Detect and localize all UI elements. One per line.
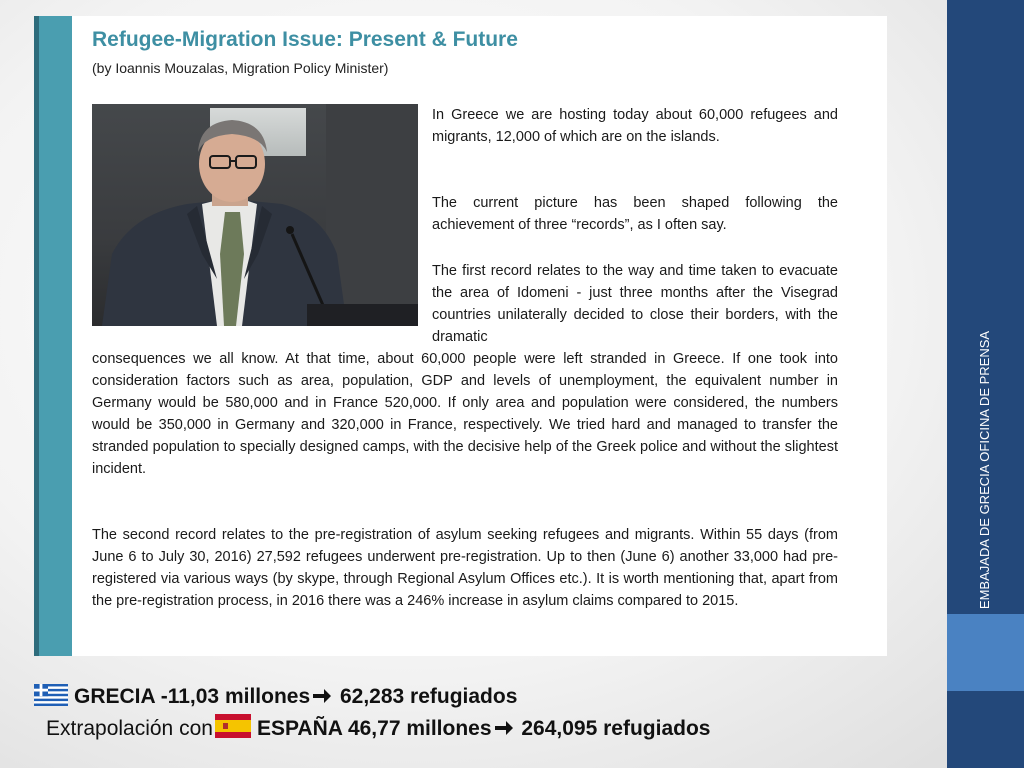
document-accent-bar bbox=[34, 16, 72, 656]
paragraph-first-record: The first record relates to the way and time taken to evacuate the area of Idomeni - just three months after the Visegrad countries unilaterally decided to close their borders, with the dramatic bbox=[432, 263, 838, 345]
document-subtitle: (by Ioannis Mouzalas, Migration Policy Minister) bbox=[92, 60, 389, 76]
sidebar-label: EMBAJADA DE GRECIA OFICINA DE PRENSA bbox=[977, 330, 992, 610]
document-image bbox=[34, 16, 887, 656]
paragraph-second-record: The second record relates to the pre-registration of asylum seeking refugees and migrants. Within 55 days (from June 6 to July 30, 2016) 27,592 refugees underwent pre-registration. Up to then (June 6) another 33,000 had pre-registered via various ways (by skype, through Regional Asylum Offices etc.). It is worth mentioning that, apart from the pre-registration process, in 2016 there was a 246% increase in asylum claims compared to 2015. bbox=[92, 527, 838, 609]
caption-spain-population: ESPAÑA 46,77 millones bbox=[256, 717, 492, 740]
caption-greece-population: GRECIA -11,03 millones bbox=[74, 685, 311, 708]
caption-spain-prefix: Extrapolación con bbox=[46, 717, 213, 740]
speaker-photo bbox=[92, 104, 418, 326]
caption-greece bbox=[34, 684, 517, 712]
paragraph-current-picture: The current picture has been shaped following the achievement of three “records”, as I often say. bbox=[432, 195, 838, 233]
paragraph-first-record-continued: consequences we all know. At that time, about 60,000 people were left stranded in Greece. If one took into consideration factors such as area, population, GDP and levels of unemployment, the equivalent number in Germany would be 580,000 and in France 520,000. If only area and population were considered, the numbers would be 350,000 in Germany and 320,000 in France, respectively. We tried hard and managed to transfer the stranded population to specially designed camps, with the decisive help of the Greek police and without the slightest incident. bbox=[92, 351, 838, 477]
right-arrow-icon bbox=[494, 719, 514, 743]
right-arrow-icon bbox=[312, 687, 332, 711]
caption-greece-refugees: 62,283 refugiados bbox=[334, 685, 518, 708]
caption-spain-refugees: 264,095 refugiados bbox=[515, 717, 711, 740]
document-accent-edge bbox=[34, 16, 39, 656]
document-title: Refugee-Migration Issue: Present & Future bbox=[92, 28, 518, 51]
speaker-figure bbox=[92, 104, 418, 326]
paragraph-hosting: In Greece we are hosting today about 60,000 refugees and migrants, 12,000 of which are on the islands. bbox=[432, 107, 838, 145]
caption-spain bbox=[46, 714, 710, 744]
spain-flag-icon bbox=[215, 714, 251, 744]
greece-flag-icon bbox=[34, 684, 68, 712]
